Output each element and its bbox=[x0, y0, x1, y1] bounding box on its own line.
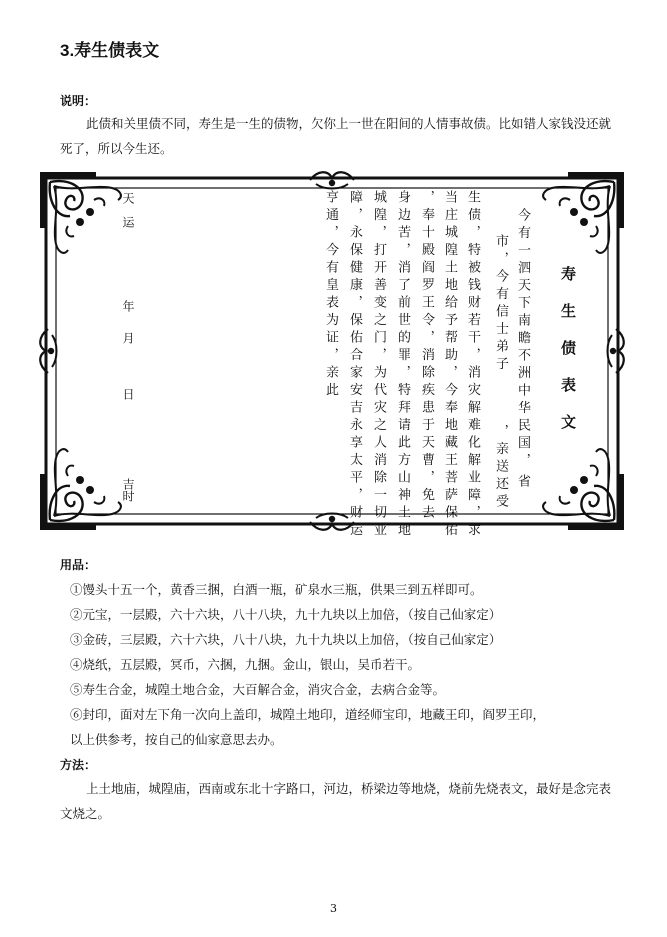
petition-column: 城隍，打开善变之门，为代灾之人消除一切业 bbox=[371, 190, 386, 540]
list-item: ②元宝，一层殿，六十六块，八十八块，九十九块以上加倍，（按自己仙家定） bbox=[70, 607, 502, 622]
list-item: ⑥封印，面对左下角一次向上盖印，城隍土地印，道经师宝印，地藏王印，阎罗王印， bbox=[70, 707, 546, 722]
supplies-label: 用品： bbox=[60, 558, 97, 572]
list-item: ③金砖，三层殿，六十六块，八十八块，九十九块以上加倍，（按自己仙家定） bbox=[70, 632, 502, 647]
petition-column: 当庄城隍土地给予帮助，今奉地藏王菩萨保佑 bbox=[442, 190, 457, 540]
petition-frame bbox=[34, 166, 630, 540]
petition-column: 身边苦，消了前世的罪，特拜请此方山神土地 bbox=[395, 190, 410, 540]
date-era: 天运 bbox=[121, 192, 135, 240]
explanation-text: 此债和关里债不同，寿生是一生的债物，欠你上一世在阳间的人情事故债。比如错人家钱没还就死了，所以今生还。 bbox=[60, 116, 612, 156]
petition-column: 市，今有信士弟子 bbox=[493, 234, 508, 374]
list-item: ①馒头十五一个，黄香三捆，白酒一瓶，矿泉水三瓶，供果三到五样即可。 bbox=[70, 582, 483, 597]
petition-title: 寿生债表文 bbox=[559, 266, 577, 451]
date-year: 年 bbox=[121, 300, 135, 314]
date-auspicious-hour: 吉时 bbox=[121, 478, 135, 502]
list-item: ⑤寿生合金，城隍土地合金，大百解合金，消灾合金，去病合金等。 bbox=[70, 682, 446, 697]
petition-column: 障，永保健康，保佑合家安吉永享太平，财运 bbox=[347, 190, 362, 540]
petition-column: 生债，特被钱财若干，消灾解难化解业障，求 bbox=[465, 190, 480, 540]
date-month: 月 bbox=[121, 332, 135, 346]
petition-column: 今有一泗天下南瞻不洲中华民国， bbox=[515, 208, 530, 471]
page-title: 3.寿生债表文 bbox=[60, 41, 160, 60]
method-text: 上土地庙，城隍庙，西南或东北十字路口，河边，桥梁边等地烧，烧前先烧表文，最好是念完表文烧之。 bbox=[60, 781, 612, 821]
province-suffix: 省 bbox=[515, 474, 530, 492]
petition-column: ，奉十殿阎罗王令，消除疾患于天曹，免去 bbox=[419, 190, 434, 523]
explanation-label: 说明： bbox=[60, 94, 97, 108]
petition-column: 亨通，今有皇表为证，亲此 bbox=[323, 190, 338, 400]
list-item: 以上供参考，按自己的仙家意思去办。 bbox=[70, 732, 283, 747]
list-item: ④烧纸，五层殿，冥币，六捆，九捆。金山，银山，吴币若干。 bbox=[70, 657, 421, 672]
page-number: 3 bbox=[330, 902, 337, 915]
method-label: 方法： bbox=[60, 758, 97, 772]
date-day: 日 bbox=[121, 388, 135, 402]
petition-column: ，亲送还受 bbox=[493, 424, 508, 512]
